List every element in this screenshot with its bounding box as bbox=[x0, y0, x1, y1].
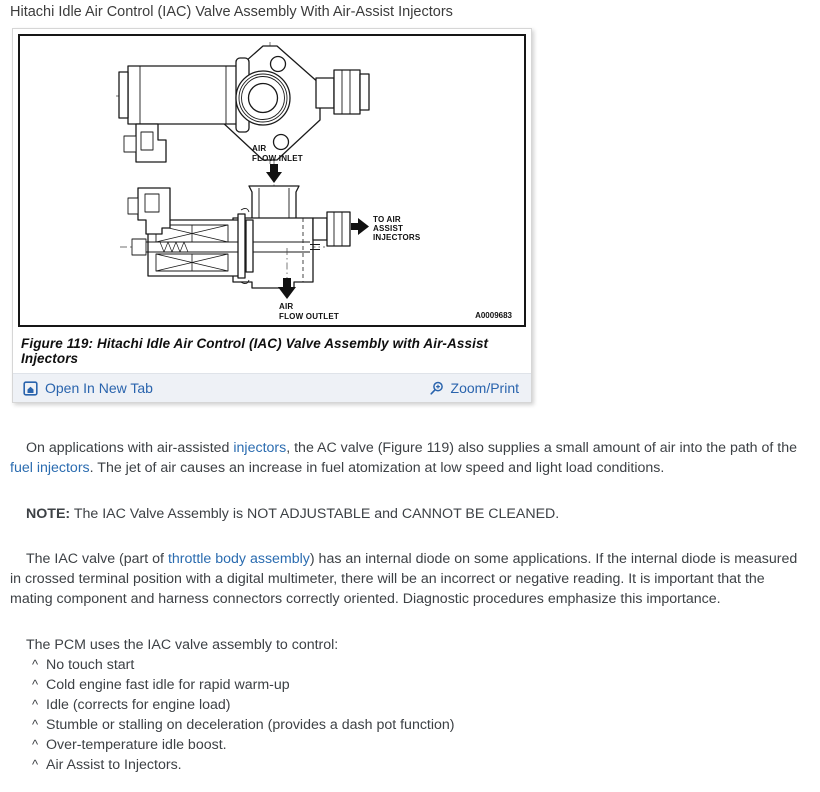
list-item bbox=[10, 695, 810, 715]
figure-caption: Figure 119: Hitachi Idle Air Control (IAC) Valve Assembly with Air-Assist Injectors bbox=[21, 336, 489, 366]
open-in-new-tab-icon bbox=[23, 381, 38, 396]
figure-card bbox=[12, 28, 532, 403]
article-body bbox=[10, 438, 810, 775]
note-text: The IAC Valve Assembly is NOT ADJUSTABLE and CANNOT BE CLEANED. bbox=[70, 505, 560, 522]
list-bullet: ^ bbox=[32, 716, 39, 732]
link-throttle-body-assembly[interactable]: throttle body assembly bbox=[167, 551, 310, 567]
list-item-text: No touch start bbox=[46, 656, 135, 673]
text-run: The IAC valve (part of bbox=[26, 551, 168, 567]
list-bullet: ^ bbox=[32, 676, 39, 692]
list-item-text: Stumble or stalling on deceleration (provides a dash pot function) bbox=[46, 716, 455, 733]
list-item-text: Over-temperature idle boost. bbox=[46, 736, 227, 753]
link-injectors[interactable]: injectors bbox=[233, 440, 287, 456]
list-bullet: ^ bbox=[32, 736, 39, 752]
iac-valve-diagram-svg bbox=[20, 36, 524, 325]
paragraph-internal-diode bbox=[10, 549, 810, 609]
cross-section-view bbox=[120, 186, 513, 321]
figure-toolbar bbox=[13, 373, 531, 402]
text-run: On applications with air-assisted bbox=[26, 440, 234, 456]
label-to-air-assist-line2: ASSIST bbox=[373, 224, 404, 233]
page-title: Hitachi Idle Air Control (IAC) Valve Assembly With Air-Assist Injectors bbox=[10, 4, 453, 20]
zoom-print-button[interactable] bbox=[429, 380, 519, 396]
label-air-flow-inlet-line2: FLOW INLET bbox=[252, 154, 303, 163]
list-item bbox=[10, 675, 810, 695]
list-item bbox=[10, 735, 810, 755]
list-bullet: ^ bbox=[32, 756, 39, 772]
diagram-code: A0009683 bbox=[475, 311, 512, 320]
label-to-air-assist-line3: INJECTORS bbox=[373, 233, 421, 242]
paragraph-note bbox=[10, 504, 810, 524]
list-item bbox=[10, 755, 810, 775]
label-air-flow-outlet-line2: FLOW OUTLET bbox=[279, 312, 339, 321]
list-item-text: Air Assist to Injectors. bbox=[46, 756, 182, 773]
paragraph-air-assist bbox=[10, 438, 810, 478]
zoom-print-icon bbox=[429, 381, 444, 396]
note-label: NOTE: bbox=[26, 505, 71, 522]
label-air-flow-inlet-line1: AIR bbox=[252, 144, 267, 153]
label-air-flow-outlet-line1: AIR bbox=[279, 302, 294, 311]
list-bullet: ^ bbox=[32, 696, 39, 712]
open-in-new-tab-button[interactable] bbox=[23, 380, 153, 396]
text-run: . The jet of air causes an increase in fuel atomization at low speed and light load conditions. bbox=[89, 460, 665, 476]
list-intro: The PCM uses the IAC valve assembly to control: bbox=[26, 636, 339, 653]
list-item bbox=[10, 715, 810, 735]
text-run: , the AC valve (Figure 119) also supplies a small amount of air into the path of the bbox=[286, 440, 797, 456]
list-item bbox=[10, 655, 810, 675]
pcm-control-list bbox=[10, 655, 810, 775]
list-item-text: Cold engine fast idle for rapid warm-up bbox=[46, 676, 290, 693]
iac-valve-diagram bbox=[18, 34, 526, 327]
link-fuel-injectors[interactable]: fuel injectors bbox=[10, 460, 90, 476]
zoom-print-label: Zoom/Print bbox=[450, 380, 519, 396]
label-to-air-assist-line1: TO AIR bbox=[373, 215, 401, 224]
list-bullet: ^ bbox=[32, 656, 39, 672]
list-item-text: Idle (corrects for engine load) bbox=[46, 696, 231, 713]
open-in-new-tab-label: Open In New Tab bbox=[45, 380, 153, 396]
text-run: ) has an internal diode on some applications. If the internal diode is measured in crossed terminal position with a digital multimeter, there will be an incorrect or negative reading. It is important that the mating component and harness connectors correctly oriented. Diagnostic procedures emphasize this importance. bbox=[10, 551, 798, 607]
